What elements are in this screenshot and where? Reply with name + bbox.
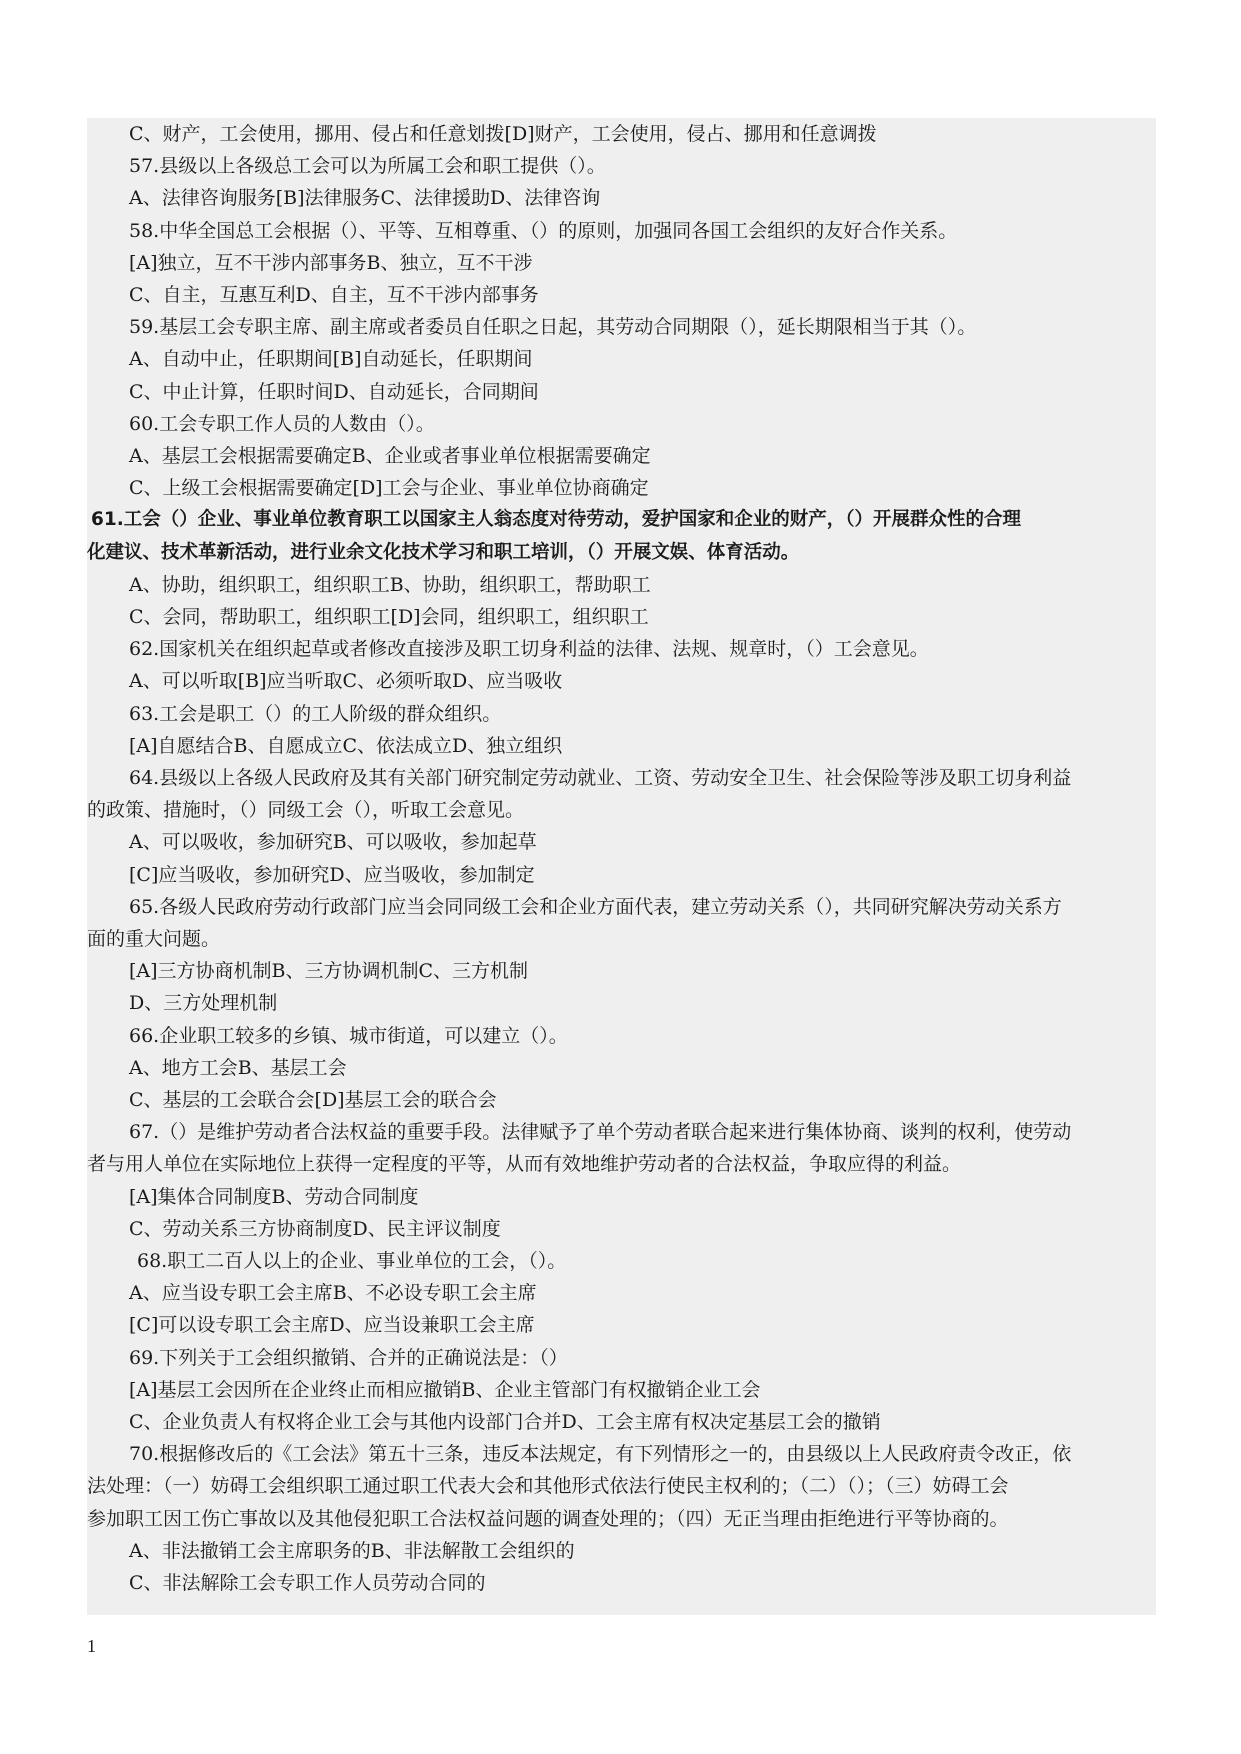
text-line: A、可以吸收，参加研究B、可以吸收，参加起草 xyxy=(129,831,537,854)
text-lines xyxy=(87,118,1156,1615)
text-line: C、基层的工会联合会[D]基层工会的联合会 xyxy=(129,1089,497,1111)
text-line: A、自动中止，任职期间[B]自动延长，任职期间 xyxy=(129,348,533,371)
text-line: 67.（）是维护劳动者合法权益的重要手段。法律赋予了单个劳动者联合起来进行集体协商、谈判的权利，使劳动 xyxy=(129,1121,1072,1144)
text-line: [C]应当吸收，参加研究D、应当吸收，参加制定 xyxy=(129,863,535,886)
text-line: D、三方处理机制 xyxy=(129,992,278,1015)
text-line: A、非法撤销工会主席职务的B、非法解散工会组织的 xyxy=(129,1539,575,1562)
document-body xyxy=(87,118,1156,1615)
text-line: [A]集体合同制度B、劳动合同制度 xyxy=(129,1185,419,1208)
text-line: 面的重大问题。 xyxy=(87,928,221,950)
text-line: 者与用人单位在实际地位上获得一定程度的平等，从而有效地维护劳动者的合法权益，争取应得的利益。 xyxy=(87,1153,962,1176)
text-line: C、劳动关系三方协商制度D、民主评议制度 xyxy=(129,1217,501,1240)
text-line: 63.工会是职工（）的工人阶级的群众组织。 xyxy=(129,702,502,725)
text-line: 66.企业职工较多的乡镇、城市街道，可以建立（）。 xyxy=(129,1024,568,1047)
text-line: C、中止计算，任职时间D、自动延长，合同期间 xyxy=(129,380,539,403)
text-line: 的政策、措施时，（）同级工会（），听取工会意见。 xyxy=(87,799,525,822)
text-line: [A]基层工会因所在企业终止而相应撤销B、企业主管部门有权撤销企业工会 xyxy=(129,1378,761,1401)
text-line: C、会同，帮助职工，组织职工[D]会同，组织职工，组织职工 xyxy=(129,606,649,628)
text-line: 58.中华全国总工会根据（）、平等、互相尊重、（）的原则，加强同各国工会组织的友好合作关系。 xyxy=(129,219,958,242)
text-line: 61.工会（）企业、事业单位教育职工以国家主人翁态度对待劳动，爱护国家和企业的财产，（）开展群众性的合理 xyxy=(91,509,1022,531)
text-line: C、非法解除工会专职工作人员劳动合同的 xyxy=(129,1572,486,1594)
text-line: A、协助，组织职工，组织职工B、协助，组织职工，帮助职工 xyxy=(129,573,651,596)
text-line: 法处理：（一）妨碍工会组织职工通过职工代表大会和其他形式依法行使民主权利的；（二）（）；（三）妨碍工会 xyxy=(87,1475,1009,1498)
text-line: C、财产，工会使用，挪用、侵占和任意划拨[D]财产，工会使用，侵占、挪用和任意调拨 xyxy=(129,123,877,145)
text-line: 化建议、技术革新活动，进行业余文化技术学习和职工培训，（）开展文娱、体育活动。 xyxy=(87,541,800,563)
text-line: 57.县级以上各级总工会可以为所属工会和职工提供（）。 xyxy=(129,155,606,178)
text-line: [A]自愿结合B、自愿成立C、依法成立D、独立组织 xyxy=(129,734,563,757)
text-line: A、可以听取[B]应当听取C、必须听取D、应当吸收 xyxy=(129,670,563,693)
text-line: 69.下列关于工会组织撤销、合并的正确说法是：（） xyxy=(129,1346,568,1369)
text-line: 60.工会专职工作人员的人数由（）。 xyxy=(129,412,435,435)
text-line: 62.国家机关在组织起草或者修改直接涉及职工切身利益的法律、法规、规章时，（）工会意见。 xyxy=(129,638,929,661)
text-line: C、自主，互惠互利D、自主，互不干涉内部事务 xyxy=(129,284,539,306)
text-line: 64.县级以上各级人民政府及其有关部门研究制定劳动就业、工资、劳动安全卫生、社会保险等涉及职工切身利益 xyxy=(129,767,1072,789)
text-line: A、基层工会根据需要确定B、企业或者事业单位根据需要确定 xyxy=(129,445,651,467)
text-line: 65.各级人民政府劳动行政部门应当会同同级工会和企业方面代表，建立劳动关系（），共同研究解决劳动关系方 xyxy=(129,895,1062,918)
text-line: [A]三方协商机制B、三方协调机制C、三方机制 xyxy=(129,960,529,983)
text-line: C、企业负责人有权将企业工会与其他内设部门合并D、工会主席有权决定基层工会的撤销 xyxy=(129,1411,881,1433)
text-line: A、地方工会B、基层工会 xyxy=(129,1056,347,1079)
text-line: A、法律咨询服务[B]法律服务C、法律援助D、法律咨询 xyxy=(129,187,601,210)
text-line: 59.基层工会专职主席、副主席或者委员自任职之日起，其劳动合同期限（），延长期限相当于其（）。 xyxy=(129,316,977,339)
text-line: [A]独立，互不干涉内部事务B、独立，互不干涉 xyxy=(129,251,533,274)
text-line: C、上级工会根据需要确定[D]工会与企业、事业单位协商确定 xyxy=(129,477,649,500)
text-line: 70.根据修改后的《工会法》第五十三条，违反本法规定，有下列情形之一的，由县级以上人民政府责令改正，依 xyxy=(129,1443,1072,1466)
text-line: 参加职工因工伤亡事故以及其他侵犯职工合法权益问题的调查处理的；（四）无正当理由拒绝进行平等协商的。 xyxy=(87,1507,1009,1530)
page-number: 1 xyxy=(87,1636,96,1656)
text-line: 68.职工二百人以上的企业、事业单位的工会，（）。 xyxy=(137,1250,567,1272)
text-line: [C]可以设专职工会主席D、应当设兼职工会主席 xyxy=(129,1314,535,1337)
text-line: A、应当设专职工会主席B、不必设专职工会主席 xyxy=(129,1282,537,1305)
